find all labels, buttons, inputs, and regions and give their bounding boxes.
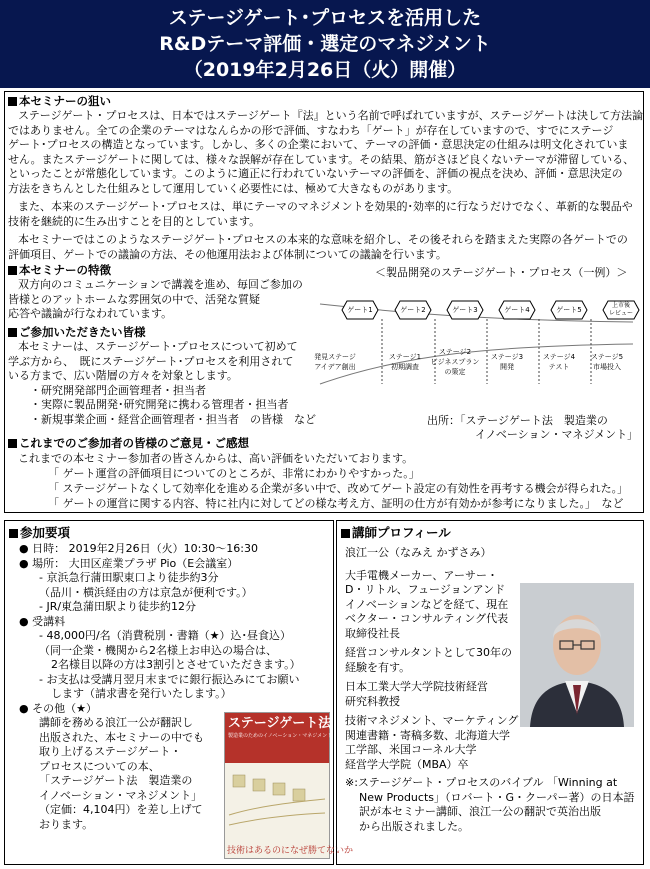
target-title: ご参加いただきたい皆様 (19, 325, 146, 339)
aim-para-2 (8, 200, 640, 229)
details-fee-line: 2名様目以降の方は3割引とさせていただきます。） (51, 658, 301, 671)
aim-line: 方法をきちんとした仕組みとして運用していく必要性には、極めて大きなものがあります。 (8, 181, 459, 195)
stage-label-line: ステージ2 (438, 348, 472, 356)
target-bullets (30, 384, 338, 428)
details-other-line: 講師を務める浪江一公が翻訳し (39, 716, 193, 729)
square-bullet-icon (341, 529, 350, 538)
comments-intro: これまでの本セミナー参加者の皆さんからは、高い評価をいただいております。 (18, 452, 414, 465)
target-bullet: ・新規事業企画・経営企画管理者・担当者 の皆様 など (30, 412, 316, 426)
details-fee-line: （同一企業・機関から2名様上お申込の場合は、 (39, 643, 277, 657)
gate-label: 上市後 レビュー (608, 302, 633, 317)
stage-label-line: 発見ステージ (314, 353, 356, 361)
stage-label (379, 352, 431, 372)
details-other-title: ● その他（★） (19, 701, 97, 715)
stage-label (533, 352, 585, 372)
comments-section (8, 436, 640, 511)
details-other-line: プロセスについての本、 (39, 759, 160, 773)
profile-line: ベクター・コンサルティング代表 (345, 612, 509, 625)
comments-title: これまでのご参加者の皆様のご意見・ご感想 (19, 436, 249, 450)
profile-note-line: 訳が本セミナー講師、浪江一公の翻訳で英治出版 (359, 805, 601, 818)
profile-line: 工学部、米国コーネル大学 (345, 743, 477, 756)
details-fee-line: - お支払は受講月翌月末までに銀行振込みにてお願い (39, 672, 300, 686)
profile-line: イノベーションなどを経て、現在 (345, 597, 509, 611)
stage-label-line: テスト (548, 363, 570, 371)
target-body (8, 340, 338, 384)
profile-title: 講師プロフィール (352, 525, 451, 540)
book-subtitle: 製造業のためのイノベーション・マネジメント (228, 733, 333, 739)
details-fee-title: ● 受講料 (19, 614, 66, 628)
stage-label (309, 352, 361, 372)
profile-line: 日本工業大学大学院技術経営 (345, 680, 488, 693)
stage-label-line: 開発 (500, 363, 514, 371)
book-cover-band (225, 713, 333, 763)
gate-marker (550, 300, 588, 320)
details-other-line: おります。 (39, 817, 94, 831)
stage-label-line: アイデア創出 (314, 363, 356, 371)
aim-line: といったことが常態化しています。このように適正に行われていないテーマの評価を、評価の視点を決め、評価・意思決定の (8, 167, 623, 180)
aim-line: せん。またステージゲートに関しては、様々な誤解が存在しています。その結果、筋がさほど良くないテーマが滞留している、 (8, 152, 635, 166)
stage-label (481, 352, 533, 372)
features-line: 応答や議論が行なわれています。 (8, 307, 173, 320)
features-body (8, 278, 338, 322)
details-date: ● 日時： 2019年2月26日（火）10:30～16:30 (19, 542, 258, 555)
stage-label (581, 352, 633, 372)
book-title: ステージゲート法 (228, 716, 332, 731)
stage-label-line: 市場投入 (593, 363, 621, 371)
profile-line: 経営学大学院（MBA）卒 (345, 757, 469, 771)
gate-label: ゲート3 (452, 306, 478, 314)
book-cover-graphic (225, 763, 329, 841)
stage-label (429, 347, 481, 377)
details-place: ● 場所： 大田区産業プラザ Pio（E会議室） (19, 556, 239, 570)
square-bullet-icon (8, 328, 17, 337)
diagram-source-line2: イノベーション・マネジメント」 (475, 428, 639, 441)
aim-line: 評価項目、ゲートでの議論の方法、その他運用法および体制についての議論を行います。 (8, 247, 447, 261)
gate-marker (498, 300, 536, 320)
target-line: 本セミナーは、ステージゲート･プロセスについて初めて (18, 340, 298, 353)
diagram-source-line1: 出所：「ステージゲート法 製造業の (427, 414, 608, 427)
square-bullet-icon (9, 529, 18, 538)
comment-item: 「 ゲート運営の評価項目についてのところが、非常にわかりやすかった。」 (48, 467, 420, 480)
profile-note-line: New Products」（ロバート・G・クーパー著）の日本語 (359, 790, 635, 804)
aim-section (8, 94, 644, 262)
details-other-line: （定価：4,104円）を差し上げて (39, 803, 203, 816)
features-line: 双方向のコミュニケーションで講義を進め、毎回ご参加の (18, 278, 303, 291)
target-line: いる方まで、広い階層の方々を対象とします。 (8, 369, 238, 382)
square-bullet-icon (8, 439, 17, 448)
stage-label-line: ステージ1 (388, 353, 422, 361)
gate-marker (394, 300, 432, 320)
target-line: 学ぶ方から、 既にステージゲート･プロセスを利用されて (8, 354, 294, 368)
gate-marker (602, 300, 640, 320)
profile-line: 技術マネジメント、マーケティング (345, 714, 519, 727)
details-other-line: 「ステージゲート法 製造業の (39, 774, 193, 787)
profile-line: 研究科教授 (345, 694, 400, 708)
details-access-line: - 京浜急行蒲田駅東口より徒歩約3分 (39, 571, 219, 584)
details-fee-line: します（請求書を発行いたします。） (51, 687, 232, 700)
features-title: 本セミナーの特徴 (19, 263, 111, 277)
profile-line: 経験を有す。 (345, 660, 411, 674)
profile-note-line: ※:ステージゲート・プロセスのバイブル 「Winning at (345, 776, 618, 789)
book-cover-image (224, 712, 354, 859)
square-bullet-icon (8, 97, 17, 106)
aim-para-3 (8, 233, 640, 262)
aim-para-1 (8, 109, 644, 196)
comment-item: 「 ゲートの運営に関する内容、特に社内に対してどの様な考え方、証明の仕方が有効かが参考になりました。」 など (48, 497, 624, 510)
features-line: 皆様とのアットホームな雰囲気の中で、活発な質疑 (8, 292, 261, 306)
details-other-line: イノベーション・マネジメント」 (39, 788, 203, 802)
stage-label-line: ステージ5 (590, 353, 624, 361)
stage-gate-diagram (314, 262, 640, 441)
gate-label: ゲート5 (556, 306, 582, 314)
gate-label: ゲート2 (400, 306, 426, 314)
portrait-graphic (520, 583, 634, 727)
profile-note (345, 776, 641, 834)
stage-label-line: ビジネスプラン (430, 358, 480, 366)
aim-line: また、本来のステージゲート･プロセスは、単にテーマのマネジメントを効果的･効率的に行なうだけでなく、革新的な製品や (18, 200, 633, 213)
details-access-line: （品川・横浜経由の方は京急が便利です。） (39, 585, 253, 599)
target-bullet: ・実際に製品開発･研究開発に携わる管理者・担当者 (30, 398, 289, 411)
details-fee-line: - 48,000円/名（消費税別・書籍（★）込･昼食込） (39, 629, 292, 642)
aim-line: ステージゲート・プロセスは、日本ではステージゲート『法』という名前で呼ばれていますが、ステージゲートは決して方法論 (18, 109, 644, 122)
book-footer-text: 技術はあるのになぜ勝てないか (227, 846, 354, 856)
aim-line: ではありません。全ての企業のテーマはなんらかの形で評価、すなわち「ゲート」が存在していますので、すでにステージ (8, 123, 614, 137)
gate-label: ゲート4 (504, 306, 530, 314)
details-title: 参加要項 (20, 525, 71, 540)
details-other-line: 取り上げるステージゲート・ (39, 745, 182, 758)
header-line3: （2019年2月26日（火）開催） (183, 59, 467, 81)
stage-label-line: ステージ4 (542, 353, 576, 361)
profile-line: 取締役社長 (345, 626, 400, 640)
stage-label-line: ステージ3 (490, 353, 524, 361)
diagram-title: ＜製品開発のステージゲート・プロセス（一例）＞ (375, 266, 628, 279)
profile-line: 関連書籍・寄稿多数、北海道大学 (345, 728, 510, 742)
details-other-line: 出版された、本セミナーの中でも (39, 730, 204, 744)
gate-marker (341, 300, 379, 320)
header-line1: ステージゲート･プロセスを活用した (168, 7, 482, 29)
stage-label-line: 初期調査 (391, 363, 419, 371)
comment-item: 「 ステージゲートなくして効率化を進める企業が多い中で、改めてゲート設定の有効性を再考する機会が得られた。」 (48, 482, 629, 495)
profile-line: D・リトル、フュージョンアンド (345, 583, 506, 596)
gate-label: ゲート1 (347, 306, 373, 314)
stage-label-line: の策定 (444, 368, 466, 376)
target-section (8, 325, 338, 427)
profile-note-line: から出版されました。 (359, 819, 469, 833)
aim-line: ゲート･プロセスの構造となっています。しかし、多くの企業において、テーマの評価・意思決定の仕組みは明文化されていま (8, 138, 629, 151)
details-access-line: - JR/東急蒲田駅より徒歩約12分 (39, 600, 197, 613)
instructor-photo (520, 583, 634, 727)
aim-line: 本セミナーではこのようなステージゲート･プロセスの本来的な意味を紹介し、その後それらを踏まえた実際の各ゲートでの (18, 233, 628, 246)
header-line2: R&Dテーマ評価・選定のマネジメント (159, 33, 491, 55)
profile-line: 大手電機メーカー、アーサー・ (345, 568, 499, 582)
profile-name: 浪江一公（なみえ かずさみ） (345, 546, 492, 559)
square-bullet-icon (8, 266, 17, 275)
features-section (8, 263, 338, 322)
profile-line: 経営コンサルタントとして30年の (345, 646, 513, 659)
page-header (0, 0, 650, 88)
aim-title: 本セミナーの狙い (19, 94, 111, 108)
gate-marker (446, 300, 484, 320)
aim-line: 技術を継続的に生み出すことを目的としています。 (8, 214, 261, 228)
target-bullet: ・研究開発部門企画管理者・担当者 (30, 383, 206, 397)
